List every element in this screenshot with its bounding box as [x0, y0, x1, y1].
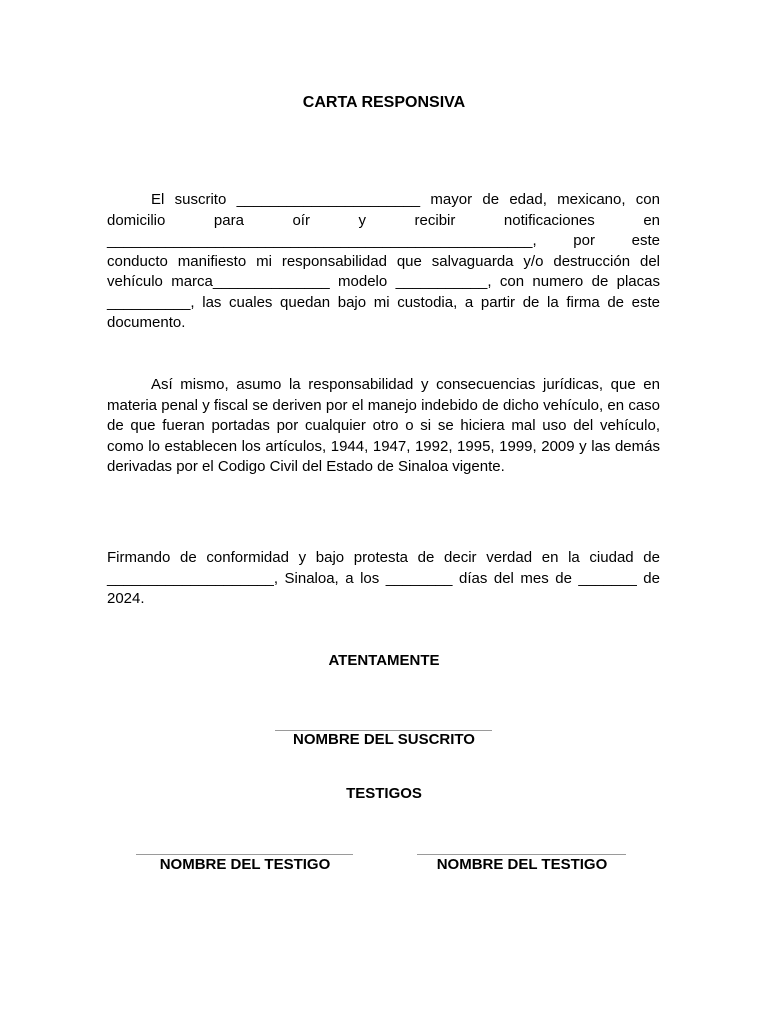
- paragraph-responsibility: Así mismo, asumo la responsabilidad y consecuencias jurídicas, que en materia penal y fiscal se deriven por el manejo indebido de dicho vehículo, en caso de que fueran portadas por cualquier otro o si se hiciera mal uso del vehículo, como lo establecen los artículos, 1944, 1947, 1992, 1995, 1999, 2009 y las demás derivadas por el Codigo Civil del Estado de Sinaloa vigente.: [107, 376, 660, 475]
- witnesses-heading: TESTIGOS: [346, 785, 422, 802]
- closing-heading: ATENTAMENTE: [328, 652, 440, 669]
- witness-1-name-label: NOMBRE DEL TESTIGO: [159, 856, 331, 873]
- paragraph-declaration: El suscrito ______________________ mayor de edad, mexicano, con domicilio para oír y recibir notificaciones en ___________________________________________________, por este conducto manifiesto mi responsabilidad que salvaguarda y/o destrucción del vehículo marca______________ modelo ___________, con numero de placas __________, las cuales quedan bajo mi custodia, a partir de la firma de este documento.: [107, 191, 660, 331]
- witness-2-name-label: NOMBRE DEL TESTIGO: [436, 856, 608, 873]
- document-title: CARTA RESPONSIVA: [302, 94, 466, 111]
- paragraph-signature-place-date: Firmando de conformidad y bajo protesta de decir verdad en la ciudad de ____________________, Sinaloa, a los ________ días del mes de _______ de 2024.: [107, 549, 660, 607]
- signer-name-label: NOMBRE DEL SUSCRITO: [293, 731, 475, 748]
